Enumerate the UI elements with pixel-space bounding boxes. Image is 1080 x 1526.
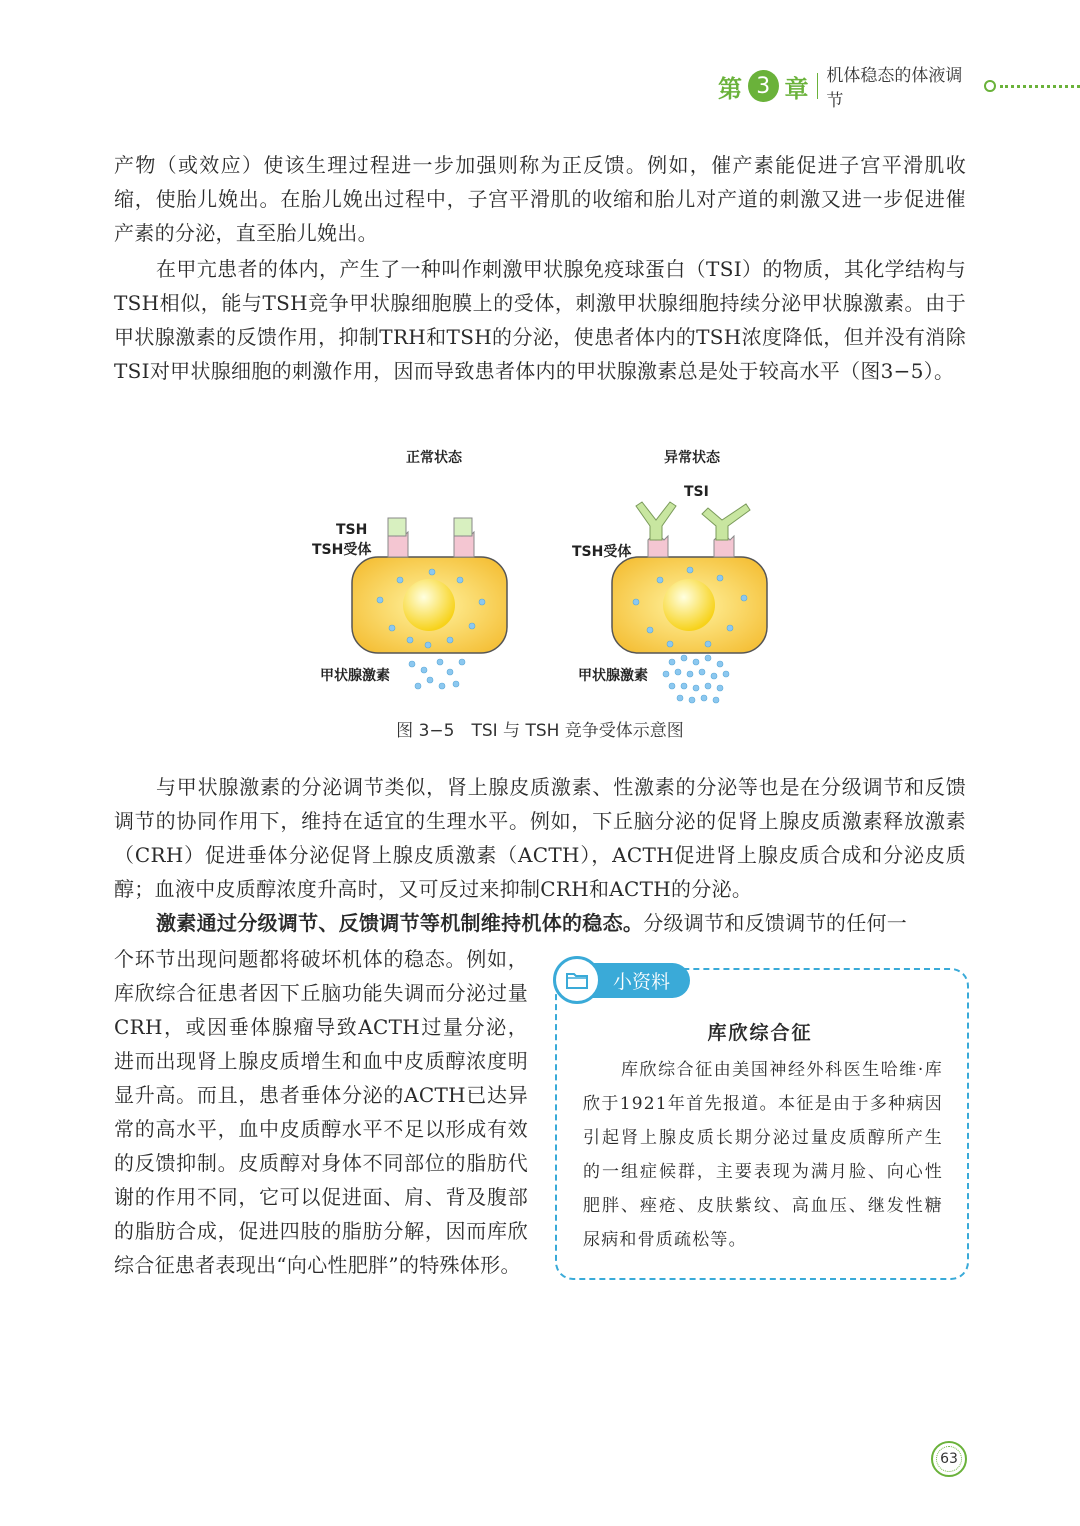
normal-cell xyxy=(352,518,507,689)
info-box-text: 库欣综合征由美国神经外科医生哈维·库欣于1921年首先报道。本征是由于多种病因引起肾上腺皮质长期分泌过量皮质醇所产生的一组症候群，主要表现为满月脸、向心性肥胖、痤疮、皮肤紫纹、高血压、继发性糖尿病和骨质疏松等。 xyxy=(583,1060,943,1250)
normal-receptor-left xyxy=(388,518,408,557)
header-ring-icon xyxy=(984,80,996,92)
paragraph-hyperthyroidism: 在甲亢患者的体内，产生了一种叫作刺激甲状腺免疫球蛋白（TSI）的物质，其化学结构与TSH相似，能与TSH竞争甲状腺细胞膜上的受体，刺激甲状腺细胞持续分泌甲状腺激素。由于甲状腺激素的反馈作用，抑制TRH和TSH的分泌，使患者体内的TSH浓度降低，但并没有消除TSI对甲状腺细胞的刺激作用，因而导致患者体内的甲状腺激素总是处于较高水平（图3−5）。 xyxy=(114,257,966,383)
label-hormone-abnormal: 甲状腺激素 xyxy=(578,668,648,684)
label-tsh: TSH xyxy=(336,522,368,538)
figure-caption: 图 3−5 TSI 与 TSH 竞争受体示意图 xyxy=(396,721,684,741)
page-number: 63 xyxy=(931,1441,967,1477)
chapter-number-badge: 3 xyxy=(748,70,779,102)
abnormal-receptor-left xyxy=(636,502,676,557)
label-tsh-receptor-normal: TSH受体 xyxy=(312,542,372,558)
paragraph-homeostasis-lead xyxy=(114,906,966,940)
abnormal-receptor-right xyxy=(702,504,750,557)
info-box-tab xyxy=(553,960,690,1000)
label-hormone-normal: 甲状腺激素 xyxy=(320,668,390,684)
label-tsh-receptor-abnormal: TSH受体 xyxy=(572,544,632,560)
chapter-header xyxy=(718,66,1080,111)
figure-abnormal-title: 异常状态 xyxy=(664,450,720,466)
paragraph-adrenal-regulation: 与甲状腺激素的分泌调节类似，肾上腺皮质激素、性激素的分泌等也是在分级调节和反馈调节的协同作用下，维持在适宜的生理水平。例如，下丘脑分泌的促肾上腺皮质激素释放激素（CRH）促进垂体分泌促肾上腺皮质激素（ACTH），ACTH促进肾上腺皮质合成和分泌皮质醇；血液中皮质醇浓度升高时，又可反过来抑制CRH和ACTH的分泌。 xyxy=(114,775,966,901)
paragraph-positive-feedback: 产物（或效应）使该生理过程进一步加强则称为正反馈。例如，催产素能促进子宫平滑肌收缩，使胎儿娩出。在胎儿娩出过程中，子宫平滑肌的收缩和胎儿对产道的刺激又进一步促进催产素的分泌，直至胎儿娩出。 xyxy=(114,153,966,245)
chapter-title: 机体稳态的体液调节 xyxy=(826,66,963,111)
chapter-suffix: 章 xyxy=(784,74,809,103)
info-box-title: 库欣综合征 xyxy=(707,1022,813,1044)
tsi-tsh-figure xyxy=(300,440,780,710)
folder-icon xyxy=(553,956,601,1004)
normal-receptor-right xyxy=(454,518,474,557)
paragraph-cushing: 个环节出现问题都将破坏机体的稳态。例如，库欣综合征患者因下丘脑功能失调而分泌过量CRH，或因垂体腺瘤导致ACTH过量分泌，进而出现肾上腺皮质增生和血中皮质醇浓度明显升高。而且，患者垂体分泌的ACTH已达异常的高水平，血中皮质醇水平不足以形成有效的反馈抑制。皮质醇对身体不同部位的脂肪代谢的作用不同，它可以促进面、肩、背及腹部的脂肪合成，促进四肢的脂肪分解，因而库欣综合征患者表现出“向心性肥胖”的特殊体形。 xyxy=(114,947,528,1277)
header-divider xyxy=(817,73,819,99)
info-box-label: 小资料 xyxy=(589,963,690,998)
label-tsi: TSI xyxy=(684,484,709,500)
figure-normal-title: 正常状态 xyxy=(406,450,462,466)
key-sentence: 激素通过分级调节、反馈调节等机制维持机体的稳态。 xyxy=(156,911,644,935)
paragraph-homeostasis-rest: 分级调节和反馈调节的任何一 xyxy=(643,911,908,935)
chapter-prefix: 第 xyxy=(718,74,742,103)
header-dotted-line xyxy=(1000,85,1080,88)
